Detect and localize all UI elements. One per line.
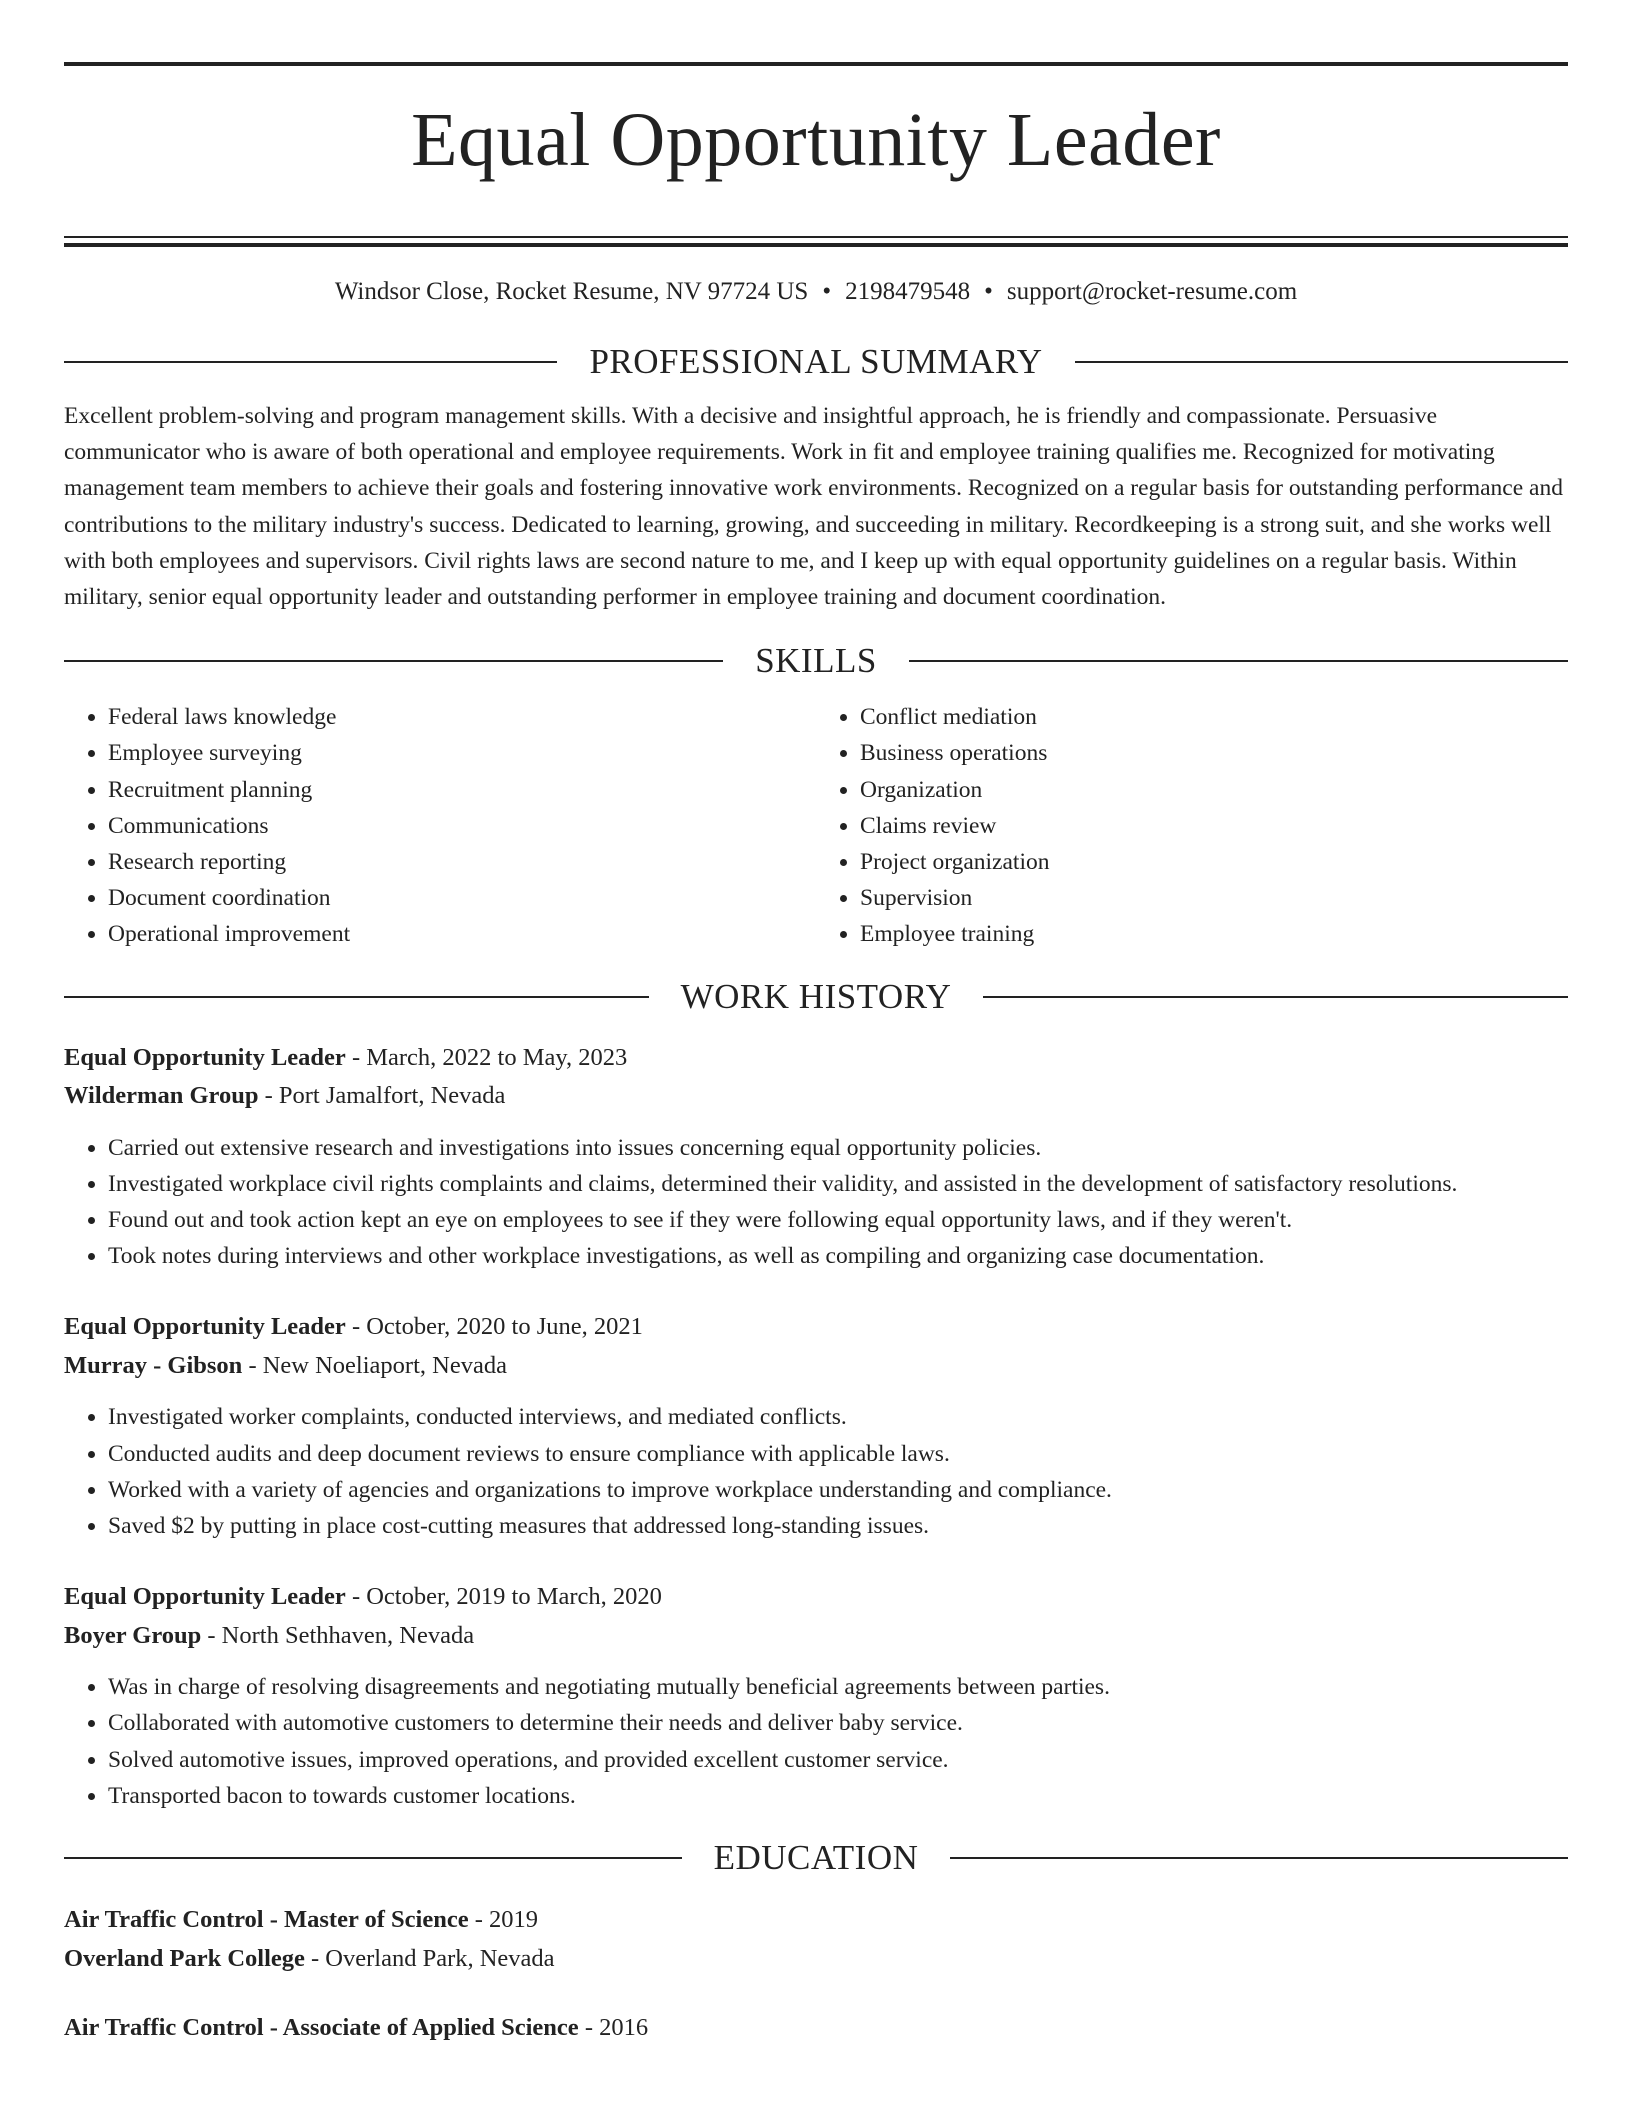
contact-line [64,276,1568,308]
skill-item: • Conflict mediation [860,699,1568,735]
education-entry [64,2008,1568,2047]
contact-separator: • [984,278,993,305]
skill-item: • Employee training [860,916,1568,952]
job-title: Equal Opportunity Leader [64,1313,346,1341]
skills-column-left [64,699,816,952]
education-degree: Air Traffic Control - Master of Science [64,1906,469,1934]
education-school: Overland Park College [64,1945,305,1973]
skill-item: • Project organization [860,844,1568,880]
job-company: Murray - Gibson [64,1351,243,1379]
work-heading [64,977,1568,1017]
job-entry [64,1039,1568,1275]
job-bullet: • Took notes during interviews and other workplace investigations, as well as compiling and organizing case documentation. [108,1238,1568,1274]
job-bullet: • Worked with a variety of agencies and organizations to improve workplace understanding and compliance. [108,1472,1568,1508]
job-location: - Port Jamalfort, Nevada [258,1082,506,1110]
top-rule [64,62,1568,66]
job-bullet: • Carried out extensive research and investigations into issues concerning equal opportunity policies. [108,1130,1568,1166]
job-location: - North Sethhaven, Nevada [201,1621,475,1649]
resume-title: Equal Opportunity Leader [411,98,1221,182]
job-title-line [64,1578,1568,1617]
job-bullet: • Collaborated with automotive customers to determine their needs and deliver baby service. [108,1705,1568,1741]
job-company-line [64,1617,1568,1656]
job-company-line [64,1077,1568,1116]
heading-rule-right [1075,361,1568,363]
job-company: Wilderman Group [64,1082,259,1110]
job-company-line [64,1347,1568,1386]
heading-rule-right [983,996,1568,998]
education-location: - Overland Park, Nevada [304,1945,555,1973]
education-degree-line [64,1900,1568,1939]
job-bullets [64,1399,1568,1544]
job-company: Boyer Group [64,1621,202,1649]
job-title: Equal Opportunity Leader [64,1043,346,1071]
contact-address: Windsor Close, Rocket Resume, NV 97724 US [334,278,809,305]
education-degree-line [64,2008,1568,2047]
skills-heading [64,641,1568,681]
skill-item: • Communications [108,808,816,844]
contact-email[interactable]: support@rocket-resume.com [1006,278,1298,305]
work-heading-label: WORK HISTORY [680,976,952,1016]
skills-list [64,699,1568,952]
skill-item: • Federal laws knowledge [108,699,816,735]
job-bullet: • Investigated worker complaints, conducted interviews, and mediated conflicts. [108,1399,1568,1435]
skill-item: • Research reporting [108,844,816,880]
education-entry [64,1900,1568,1978]
job-entry [64,1308,1568,1544]
heading-rule-left [64,660,723,662]
education-heading [64,1838,1568,1878]
skill-item: • Document coordination [108,880,816,916]
job-bullets [64,1130,1568,1275]
heading-rule-left [64,996,649,998]
job-bullet: • Solved automotive issues, improved operations, and provided excellent customer service. [108,1742,1568,1778]
education-heading-label: EDUCATION [713,1838,919,1878]
job-bullets [64,1669,1568,1814]
skill-item: • Supervision [860,880,1568,916]
skill-item: • Business operations [860,735,1568,771]
job-dates: - March, 2022 to May, 2023 [345,1043,628,1071]
education-year: - 2019 [468,1906,539,1934]
skills-column-right [816,699,1568,952]
job-title-line [64,1308,1568,1347]
contact-phone: 2198479548 [845,278,971,305]
education-school-line [64,1939,1568,1978]
heading-rule-left [64,1857,682,1859]
resume-page [64,62,1568,2047]
skill-item: • Employee surveying [108,735,816,771]
summary-heading-label: PROFESSIONAL SUMMARY [589,342,1043,381]
job-bullet: • Saved $2 by putting in place cost-cutting measures that addressed long-standing issues. [108,1508,1568,1544]
job-bullet: • Found out and took action kept an eye on employees to see if they were following equal opportunity laws, and if they weren't. [108,1202,1568,1238]
job-bullet: • Conducted audits and deep document reviews to ensure compliance with applicable laws. [108,1436,1568,1472]
job-bullet: • Transported bacon to towards customer locations. [108,1778,1568,1814]
education-degree: Air Traffic Control - Associate of Applied Science [64,2014,579,2042]
heading-rule-right [909,660,1568,662]
job-location: - New Noeliaport, Nevada [242,1351,507,1379]
job-bullet: • Investigated workplace civil rights complaints and claims, determined their validity, and assisted in the development of satisfactory resolutions. [108,1166,1568,1202]
job-entry [64,1578,1568,1814]
job-title-line [64,1039,1568,1078]
job-dates: - October, 2019 to March, 2020 [345,1583,662,1611]
skill-item: • Recruitment planning [108,772,816,808]
skill-item: • Operational improvement [108,916,816,952]
contact-separator: • [822,278,832,305]
summary-heading [64,342,1568,382]
heading-rule-right [950,1857,1568,1859]
skill-item: • Claims review [860,808,1568,844]
skills-heading-label: SKILLS [755,641,877,681]
skill-item: • Organization [860,772,1568,808]
job-bullet: • Was in charge of resolving disagreements and negotiating mutually beneficial agreements between parties. [108,1669,1568,1705]
job-title: Equal Opportunity Leader [64,1583,346,1611]
summary-text: Excellent problem-solving and program management skills. With a decisive and insightful approach, he is friendly and compassionate. Persuasive communicator who is aware of both operational and employee requirements. Work in fit and employee training qualifies me. Recognized for motivating management team members to achieve their goals and fostering innovative work environments. Recognized on a regular basis for outstanding performance and contributions to the military industry's success. Dedicated to learning, growing, and succeeding in military. Recordkeeping is a strong suit, and she works well with both employees and supervisors. Civil rights laws are second nature to me, and I keep up with equal opportunity guidelines on a regular basis. Within military, senior equal opportunity leader and outstanding performer in employee training and document coordination. [64,403,1563,611]
job-dates: - October, 2020 to June, 2021 [345,1313,643,1341]
title-double-rule [64,236,1568,246]
heading-rule-left [64,361,557,363]
education-year: - 2016 [578,2014,649,2042]
